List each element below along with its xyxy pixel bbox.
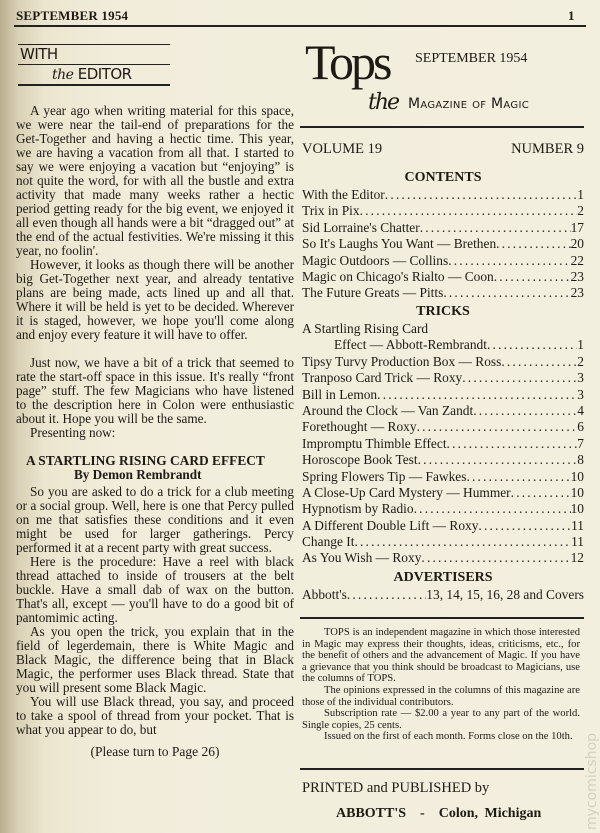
dot-leader [418,452,578,468]
editorial-paragraph: Just now, we have a bit of a trick that seemed to rate the start-off space in this issue. It's really “front page” stuff. The few Magicians who have listened to the description here in Colon were enthusiastic about it. Hope you will be the same. [16,355,294,426]
advertisers-list [302,587,584,603]
toc-entry-page: 12 [570,550,584,566]
editorial-column [16,104,294,759]
toc-entry-title: Around the Clock — Van Zandt [302,402,474,418]
toc-entry[interactable] [302,321,584,337]
tops-logo: Tops [305,34,390,90]
toc-entry-page: 7 [577,435,584,451]
advertisers-heading: ADVERTISERS [393,570,493,585]
toc-entry[interactable] [302,587,584,603]
dot-leader [360,203,578,219]
notice-paragraph: TOPS is an independent magazine in which those interested in Magic may express their thoughts, ideas, criticisms, etc., for the benefit of others and the advancement of Magic. If you have a grievance that you think should be broadcast to Magicians, use the columns of TOPS. [302,627,580,685]
toc-entry-page: 17 [570,219,584,235]
toc-entry[interactable] [302,203,584,219]
toc-entry-title: Tipsy Turvy Production Box — Ross [302,353,502,369]
toc-entry[interactable] [302,285,584,301]
issue-number: NUMBER 9 [511,141,584,157]
toc-entry[interactable] [302,253,584,269]
dot-leader [478,518,571,534]
contents-heading: CONTENTS [404,170,482,185]
dot-leader [447,436,578,452]
notice-paragraph: Issued on the first of each month. Forms close on the 10th. [324,731,573,743]
dot-leader [466,469,570,485]
toc-entry-page: 2 [577,203,584,219]
dot-leader [448,253,570,269]
dot-leader [496,236,570,252]
toc-entry-title: Abbott's [302,587,347,602]
toc-entry-title: Sid Lorraine's Chatter [302,219,420,235]
editor-heading-line1: WITH [20,45,58,63]
tricks-heading: TRICKS [416,304,470,319]
toc-entry-page: 2 [577,353,584,369]
toc-entry-title: A Different Double Lift — Roxy [302,517,479,533]
toc-entry-page: 13, 14, 15, 16, 28 and Covers [426,587,584,602]
dot-leader [347,587,426,603]
toc-entry[interactable] [302,187,584,203]
dot-leader [494,269,571,285]
tricks-list [302,321,584,567]
logo-the: the [368,90,399,115]
toc-entry-title: Hypnotism by Radio [302,501,414,517]
toc-entry-title: Impromptu Thimble Effect [302,435,447,451]
dot-leader [487,337,577,353]
editorial-paragraph: However, it looks as though there will be another big Get-Together next year, and already tentative plans are being made, acts lined up and all that. Where it will be held is yet to be decided. Wherever it is staged, however, we hope you'll come along and enjoy every feature it will have to offer. [16,257,294,342]
toc-entry-title: Change It [302,534,355,550]
toc-entry-title: Trix in Pix [302,203,360,219]
magazine-subtitle: Magazine of Magic [408,96,529,112]
toc-entry-title: As You Wish — Roxy [302,550,422,566]
toc-entry[interactable] [302,220,584,236]
toc-entry[interactable] [302,269,584,285]
notice-paragraph: The opinions expressed in the columns of this magazine are those of the individual contributors. [302,684,580,708]
publisher-name: ABBOTT'S [336,806,407,821]
toc-entry-title: Spring Flowers Tip — Fawkes [302,468,467,484]
toc-entry[interactable] [302,387,584,403]
dot-leader [420,220,571,236]
volume: VOLUME 19 [302,141,383,157]
toc-entry-page: 3 [577,386,584,402]
toc-entry-title: Bill in Lemon [302,386,378,402]
dot-leader [443,285,570,301]
toc-entry-title: With the Editor [302,187,385,202]
toc-entry-title: Magic on Chicago's Rialto — Coon [302,268,494,284]
publisher-location: Colon, Michigan [438,806,542,821]
dot-leader [421,550,570,566]
article-paragraph: As you open the trick, you explain that in the field of legerdemain, there is White Magic and Black Magic, the difference being that in Black Magic, the performer uses Black thread. State that you will present some Black Magic. [16,624,294,695]
toc-entry-page: 22 [570,252,584,268]
dot-leader [414,501,571,517]
editorial-paragraph: A year ago when writing material for this space, we were near the tail-end of preparations for the Get-Together and having a hectic time. This year, we are having a vacation from all that. I started to say we were enjoying a vacation but “enjoying” is not quite the word, for with all the bustle and extra activity that made many weeks rather a hectic period getting ready for the big event, we enjoyed it all even though all hands were a bit “dragged out” at the end of the actual festivities. We're missing it this year, no foolin'. [16,103,294,258]
publication-notice [302,627,580,743]
toc-entry[interactable] [302,419,584,435]
toc-entry-title: A Close-Up Card Mystery — Hummer [302,484,511,500]
article-paragraph: So you are asked to do a trick for a club meeting or a social group. Well, here is one that Percy pulled on me that satisfies these conditions and it even might be used for larger gatherings. Percy performed it at a recent party with great success. [16,484,294,555]
dot-leader [354,534,571,550]
toc-entry[interactable] [302,370,584,386]
header-rule [14,25,586,27]
toc-entry-page: 23 [570,268,584,284]
toc-entry-title: Magic Outdoors — Collins [302,252,449,268]
toc-entry[interactable] [302,337,584,353]
notice-paragraph: Subscription rate — $2.00 a year to any part of the world. Single copies, 25 cents. [302,708,580,731]
toc-entry[interactable] [302,452,584,468]
article-title: A STARTLING RISING CARD EFFECT [26,453,265,468]
dot-leader [501,354,577,370]
toc-entry[interactable] [302,436,584,452]
toc-entry-page: 11 [571,534,584,550]
toc-entry[interactable] [302,236,584,252]
toc-entry-title: Forethought — Roxy [302,419,417,435]
toc-entry-page: 8 [577,452,584,468]
dot-leader [473,403,577,419]
article-paragraph: You will use Black thread, you say, and proceed to take a spool of thread from your pocket. That is what you appear to do, but [16,694,294,737]
editor-heading-line2 [52,66,132,84]
editor-heading [18,44,170,88]
publisher-separator: - [420,806,425,821]
volume-row [302,141,584,158]
toc-entry-page: 11 [571,517,584,533]
toc-entry[interactable] [302,501,584,517]
publisher-line [336,805,541,822]
masthead-rule [300,126,584,128]
printed-by: PRINTED and PUBLISHED by [302,780,490,796]
dot-leader [385,187,578,203]
watermark: mycomicshop [584,732,600,830]
editorial-paragraph: Presenting now: [30,425,116,440]
dot-leader [511,485,571,501]
toc-entry-title: A Startling Rising Card [302,321,429,336]
dot-leader [377,387,577,403]
dot-leader [462,370,577,386]
toc-entry-page: 4 [577,402,584,418]
notice-rule-bottom [300,768,584,770]
page-number: 1 [568,8,575,23]
toc-entry-title: So It's Laughs You Want — Brethen [302,236,497,252]
toc-entry-page: 23 [570,285,584,301]
article-byline: By Demon Rembrandt [74,467,202,482]
toc-entry-page: 1 [577,187,584,202]
dot-leader [417,419,578,435]
editor-heading-the: the [52,67,74,83]
issue-date: SEPTEMBER 1954 [415,51,528,66]
toc-entry[interactable] [302,469,584,485]
toc-entry[interactable] [302,550,584,566]
toc-entry-page: 10 [570,484,584,500]
toc-entry[interactable] [302,485,584,501]
toc-entry-page: 20 [570,236,584,252]
contents-list [302,187,584,302]
toc-entry-title: Effect — Abbott-Rembrandt [334,337,487,353]
toc-entry-page: 10 [570,468,584,484]
toc-entry[interactable] [302,403,584,419]
toc-entry[interactable] [302,518,584,534]
toc-entry[interactable] [302,534,584,550]
toc-entry-page: 1 [577,337,584,353]
toc-entry-title: Tranposo Card Trick — Roxy [302,370,463,386]
toc-entry-title: The Future Greats — Pitts [302,285,444,301]
editor-heading-editor: EDITOR [77,65,132,83]
toc-entry-page: 6 [577,419,584,435]
toc-entry-title: Horoscope Book Test [302,452,418,468]
toc-entry-page: 10 [570,501,584,517]
notice-rule-top [300,617,584,619]
article-paragraph: Here is the procedure: Have a reel with black thread attached to inside of trousers at the belt buckle. Have a small dab of wax on the button. That's all, except — you'll have to do a good bit of pantomimic acting. [16,554,294,625]
toc-entry[interactable] [302,354,584,370]
continued-note: (Please turn to Page 26) [90,744,220,759]
running-header-date: SEPTEMBER 1954 [16,8,129,23]
toc-entry-page: 3 [577,370,584,386]
